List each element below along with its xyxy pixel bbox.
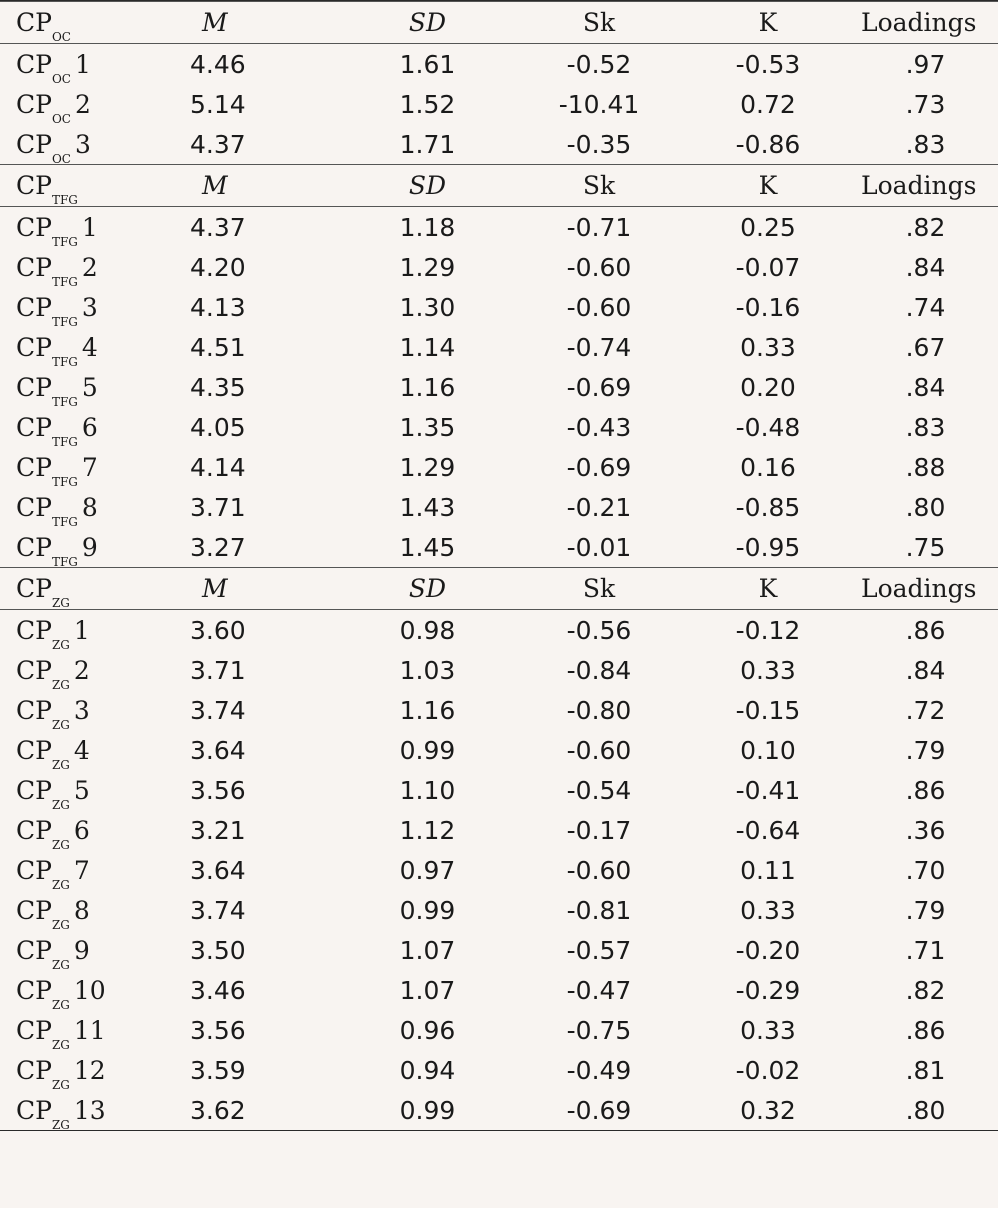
item-number: 6 [81, 412, 98, 442]
mean-cell: 3.56 [190, 1015, 246, 1045]
kurtosis-cell: -0.15 [735, 695, 801, 725]
sd-cell: 0.98 [399, 615, 456, 645]
item-subscript: ZG [51, 877, 70, 892]
item-number: 3 [73, 695, 90, 725]
skewness-cell: -0.35 [566, 129, 632, 159]
item-prefix: CP [16, 89, 52, 119]
kurtosis-cell: -0.86 [735, 129, 801, 159]
skewness-cell: -0.60 [566, 735, 632, 765]
column-header-m: M [202, 8, 228, 37]
item-prefix: CP [16, 129, 52, 159]
item-number: 2 [73, 655, 90, 685]
mean-cell: 4.14 [190, 452, 246, 482]
skewness-cell: -0.43 [566, 412, 632, 442]
construct-prefix: CP [16, 171, 52, 200]
kurtosis-cell: -0.07 [735, 252, 801, 282]
construct-subscript: ZG [51, 596, 70, 610]
sd-cell: 0.99 [399, 1095, 456, 1125]
item-prefix: CP [16, 615, 52, 645]
mean-cell: 4.13 [190, 292, 246, 322]
sd-cell: 1.07 [399, 975, 456, 1005]
kurtosis-cell: -0.02 [735, 1055, 801, 1085]
item-number: 1 [81, 212, 98, 242]
item-subscript: TFG [51, 474, 78, 489]
loading-cell: .79 [905, 895, 946, 925]
item-subscript: TFG [51, 514, 78, 529]
item-prefix: CP [16, 492, 52, 522]
section-header-row [0, 568, 998, 610]
loading-cell: .36 [905, 815, 946, 845]
item-subscript: TFG [51, 314, 78, 329]
mean-cell: 3.64 [190, 735, 246, 765]
item-label [0, 935, 160, 972]
item-number: 5 [81, 372, 98, 402]
kurtosis-cell: 0.33 [740, 332, 796, 362]
column-header-sk: Sk [582, 8, 616, 37]
item-label [0, 332, 160, 369]
item-number: 5 [73, 775, 90, 805]
item-subscript: ZG [51, 1037, 70, 1052]
item-subscript: OC [51, 151, 71, 166]
loading-cell: .71 [905, 935, 946, 965]
sd-cell: 1.30 [399, 292, 456, 322]
item-subscript: ZG [51, 1077, 70, 1092]
item-prefix: CP [16, 735, 52, 765]
skewness-cell: -0.75 [566, 1015, 632, 1045]
item-number: 8 [73, 895, 90, 925]
loading-cell: .82 [905, 212, 946, 242]
table-row [0, 610, 998, 650]
kurtosis-cell: 0.33 [740, 895, 796, 925]
sd-cell: 1.52 [399, 89, 456, 119]
loading-cell: .83 [905, 129, 946, 159]
skewness-cell: -0.74 [566, 332, 632, 362]
item-prefix: CP [16, 292, 52, 322]
mean-cell: 4.35 [190, 372, 246, 402]
skewness-cell: -0.60 [566, 855, 632, 885]
construct-prefix: CP [16, 8, 52, 37]
kurtosis-cell: -0.12 [735, 615, 801, 645]
mean-cell: 4.20 [190, 252, 246, 282]
loading-cell: .84 [905, 655, 946, 685]
mean-cell: 3.21 [190, 815, 246, 845]
column-header-sk: Sk [582, 574, 616, 603]
sd-cell: 1.43 [399, 492, 456, 522]
mean-cell: 4.51 [190, 332, 246, 362]
sd-cell: 0.99 [399, 735, 456, 765]
kurtosis-cell: 0.25 [740, 212, 796, 242]
column-header-sd: SD [408, 574, 447, 603]
table-row [0, 1050, 998, 1090]
table-row [0, 124, 998, 164]
column-header-loadings: Loadings [861, 574, 977, 603]
skewness-cell: -0.69 [566, 372, 632, 402]
sd-cell: 1.71 [399, 129, 456, 159]
loading-cell: .72 [905, 695, 946, 725]
column-header-sd: SD [408, 8, 447, 37]
column-header-loadings: Loadings [861, 8, 977, 37]
sd-cell: 0.94 [399, 1055, 456, 1085]
skewness-cell: -0.60 [566, 292, 632, 322]
sd-cell: 1.35 [399, 412, 456, 442]
mean-cell: 3.46 [190, 975, 246, 1005]
section-label [0, 574, 160, 610]
item-number: 7 [73, 855, 90, 885]
mean-cell: 5.14 [190, 89, 246, 119]
item-label [0, 775, 160, 812]
sd-cell: 1.61 [399, 49, 456, 79]
item-prefix: CP [16, 212, 52, 242]
item-number: 9 [81, 532, 98, 562]
loading-cell: .67 [905, 332, 946, 362]
item-subscript: ZG [51, 837, 70, 852]
item-subscript: ZG [51, 957, 70, 972]
table-row [0, 527, 998, 567]
item-subscript: TFG [51, 234, 78, 249]
loading-cell: .86 [905, 1015, 946, 1045]
table-section [0, 567, 998, 1130]
item-subscript: ZG [51, 1117, 70, 1132]
kurtosis-cell: 0.20 [740, 372, 796, 402]
skewness-cell: -0.49 [566, 1055, 632, 1085]
loading-cell: .84 [905, 252, 946, 282]
skewness-cell: -0.01 [566, 532, 632, 562]
item-prefix: CP [16, 775, 52, 805]
table-row [0, 1010, 998, 1050]
item-prefix: CP [16, 532, 52, 562]
loading-cell: .83 [905, 412, 946, 442]
item-label [0, 655, 160, 692]
item-subscript: OC [51, 71, 71, 86]
mean-cell: 3.71 [190, 655, 246, 685]
kurtosis-cell: 0.16 [740, 452, 796, 482]
sd-cell: 1.10 [399, 775, 456, 805]
item-prefix: CP [16, 252, 52, 282]
item-label [0, 292, 160, 329]
mean-cell: 4.46 [190, 49, 246, 79]
item-subscript: TFG [51, 394, 78, 409]
loading-cell: .81 [905, 1055, 946, 1085]
kurtosis-cell: 0.11 [740, 855, 796, 885]
sd-cell: 1.14 [399, 332, 456, 362]
item-subscript: ZG [51, 997, 70, 1012]
column-header-k: K [758, 574, 778, 603]
item-label [0, 1055, 160, 1092]
column-header-m: M [202, 574, 228, 603]
skewness-cell: -10.41 [558, 89, 640, 119]
item-number: 7 [81, 452, 98, 482]
item-prefix: CP [16, 332, 52, 362]
skewness-cell: -0.81 [566, 895, 632, 925]
table-row [0, 447, 998, 487]
item-label [0, 1095, 160, 1132]
item-number: 9 [73, 935, 90, 965]
item-number: 11 [73, 1015, 106, 1045]
sd-cell: 1.29 [399, 452, 456, 482]
loading-cell: .97 [905, 49, 946, 79]
table-row [0, 327, 998, 367]
section-header-row [0, 165, 998, 207]
item-prefix: CP [16, 975, 52, 1005]
kurtosis-cell: -0.48 [735, 412, 801, 442]
skewness-cell: -0.57 [566, 935, 632, 965]
kurtosis-cell: -0.41 [735, 775, 801, 805]
item-prefix: CP [16, 935, 52, 965]
sd-cell: 1.12 [399, 815, 456, 845]
mean-cell: 4.37 [190, 129, 246, 159]
kurtosis-cell: 0.33 [740, 1015, 796, 1045]
item-label [0, 372, 160, 409]
kurtosis-cell: -0.53 [735, 49, 801, 79]
table-row [0, 930, 998, 970]
kurtosis-cell: -0.20 [735, 935, 801, 965]
item-label [0, 735, 160, 772]
table-row [0, 890, 998, 930]
loading-cell: .86 [905, 775, 946, 805]
skewness-cell: -0.84 [566, 655, 632, 685]
loading-cell: .75 [905, 532, 946, 562]
item-label [0, 855, 160, 892]
item-prefix: CP [16, 1055, 52, 1085]
item-prefix: CP [16, 815, 52, 845]
column-header-m: M [202, 171, 228, 200]
item-prefix: CP [16, 855, 52, 885]
column-header-k: K [758, 8, 778, 37]
item-label [0, 615, 160, 652]
sd-cell: 0.96 [399, 1015, 456, 1045]
sd-cell: 1.29 [399, 252, 456, 282]
item-number: 1 [74, 49, 91, 79]
item-subscript: ZG [51, 797, 70, 812]
item-subscript: ZG [51, 677, 70, 692]
mean-cell: 4.37 [190, 212, 246, 242]
skewness-cell: -0.54 [566, 775, 632, 805]
item-number: 3 [74, 129, 91, 159]
table-row [0, 84, 998, 124]
table-section [0, 164, 998, 567]
item-subscript: ZG [51, 717, 70, 732]
item-label [0, 452, 160, 489]
item-number: 2 [81, 252, 98, 282]
item-number: 10 [73, 975, 106, 1005]
kurtosis-cell: 0.72 [740, 89, 796, 119]
item-subscript: ZG [51, 917, 70, 932]
mean-cell: 3.74 [190, 695, 246, 725]
item-subscript: OC [51, 111, 71, 126]
loading-cell: .88 [905, 452, 946, 482]
table-row [0, 650, 998, 690]
item-label [0, 532, 160, 569]
item-subscript: TFG [51, 554, 78, 569]
sd-cell: 1.45 [399, 532, 456, 562]
skewness-cell: -0.21 [566, 492, 632, 522]
column-header-loadings: Loadings [861, 171, 977, 200]
skewness-cell: -0.52 [566, 49, 632, 79]
column-header-sk: Sk [582, 171, 616, 200]
sd-cell: 0.97 [399, 855, 456, 885]
skewness-cell: -0.80 [566, 695, 632, 725]
sd-cell: 0.99 [399, 895, 456, 925]
mean-cell: 3.64 [190, 855, 246, 885]
item-prefix: CP [16, 49, 52, 79]
skewness-cell: -0.56 [566, 615, 632, 645]
skewness-cell: -0.47 [566, 975, 632, 1005]
section-label [0, 171, 160, 207]
sd-cell: 1.03 [399, 655, 456, 685]
item-number: 3 [81, 292, 98, 322]
item-subscript: TFG [51, 274, 78, 289]
item-prefix: CP [16, 695, 52, 725]
kurtosis-cell: 0.32 [740, 1095, 796, 1125]
table-row [0, 730, 998, 770]
skewness-cell: -0.71 [566, 212, 632, 242]
mean-cell: 3.50 [190, 935, 246, 965]
loading-cell: .73 [905, 89, 946, 119]
item-number: 6 [73, 815, 90, 845]
item-label [0, 815, 160, 852]
skewness-cell: -0.69 [566, 1095, 632, 1125]
item-number: 13 [73, 1095, 106, 1125]
item-label [0, 412, 160, 449]
item-prefix: CP [16, 655, 52, 685]
mean-cell: 4.05 [190, 412, 246, 442]
item-subscript: TFG [51, 434, 78, 449]
loading-cell: .70 [905, 855, 946, 885]
item-label [0, 975, 160, 1012]
mean-cell: 3.74 [190, 895, 246, 925]
item-number: 4 [81, 332, 98, 362]
section-label [0, 8, 160, 44]
table-row [0, 770, 998, 810]
item-number: 12 [73, 1055, 106, 1085]
item-prefix: CP [16, 412, 52, 442]
item-label [0, 89, 160, 126]
kurtosis-cell: -0.16 [735, 292, 801, 322]
item-prefix: CP [16, 895, 52, 925]
item-label [0, 695, 160, 732]
loading-cell: .84 [905, 372, 946, 402]
mean-cell: 3.27 [190, 532, 246, 562]
table-row [0, 407, 998, 447]
item-number: 8 [81, 492, 98, 522]
loading-cell: .80 [905, 492, 946, 522]
item-label [0, 1015, 160, 1052]
item-label [0, 212, 160, 249]
item-prefix: CP [16, 1095, 52, 1125]
item-label [0, 129, 160, 166]
sd-cell: 1.16 [399, 372, 456, 402]
kurtosis-cell: -0.85 [735, 492, 801, 522]
sd-cell: 1.16 [399, 695, 456, 725]
construct-subscript: OC [51, 30, 71, 44]
kurtosis-cell: -0.64 [735, 815, 801, 845]
mean-cell: 3.56 [190, 775, 246, 805]
kurtosis-cell: 0.10 [740, 735, 796, 765]
construct-subscript: TFG [51, 193, 78, 207]
sd-cell: 1.18 [399, 212, 456, 242]
item-subscript: ZG [51, 757, 70, 772]
sd-cell: 1.07 [399, 935, 456, 965]
table-row [0, 287, 998, 327]
column-header-k: K [758, 171, 778, 200]
table-row [0, 690, 998, 730]
table-row [0, 487, 998, 527]
kurtosis-cell: -0.95 [735, 532, 801, 562]
loading-cell: .86 [905, 615, 946, 645]
kurtosis-cell: -0.29 [735, 975, 801, 1005]
kurtosis-cell: 0.33 [740, 655, 796, 685]
loading-cell: .74 [905, 292, 946, 322]
table-row [0, 207, 998, 247]
skewness-cell: -0.69 [566, 452, 632, 482]
mean-cell: 3.62 [190, 1095, 246, 1125]
table-row [0, 850, 998, 890]
table-row [0, 247, 998, 287]
item-label [0, 252, 160, 289]
mean-cell: 3.71 [190, 492, 246, 522]
table-row [0, 810, 998, 850]
loading-cell: .82 [905, 975, 946, 1005]
item-subscript: TFG [51, 354, 78, 369]
item-label [0, 895, 160, 932]
item-prefix: CP [16, 372, 52, 402]
section-header-row [0, 2, 998, 44]
item-number: 2 [74, 89, 91, 119]
item-label [0, 492, 160, 529]
table-row [0, 367, 998, 407]
item-subscript: ZG [51, 637, 70, 652]
table-section [0, 1, 998, 164]
skewness-cell: -0.17 [566, 815, 632, 845]
construct-prefix: CP [16, 574, 52, 603]
mean-cell: 3.59 [190, 1055, 246, 1085]
item-prefix: CP [16, 1015, 52, 1045]
item-prefix: CP [16, 452, 52, 482]
table-row [0, 44, 998, 84]
skewness-cell: -0.60 [566, 252, 632, 282]
item-number: 1 [73, 615, 90, 645]
loading-cell: .80 [905, 1095, 946, 1125]
table-row [0, 1090, 998, 1130]
item-number: 4 [73, 735, 90, 765]
mean-cell: 3.60 [190, 615, 246, 645]
loading-cell: .79 [905, 735, 946, 765]
table-row [0, 970, 998, 1010]
column-header-sd: SD [408, 171, 447, 200]
item-label [0, 49, 160, 86]
